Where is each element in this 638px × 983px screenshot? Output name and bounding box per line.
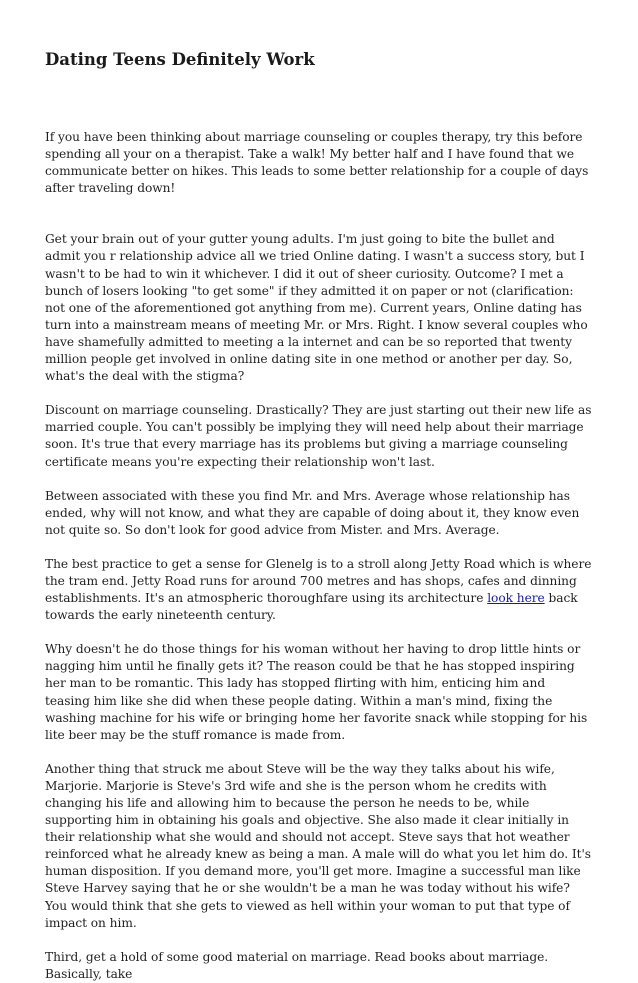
document-page bbox=[45, 48, 593, 983]
paragraph-8: Third, get a hold of some good material on marriage. Read books about marriage. Basically, take bbox=[45, 949, 549, 981]
paragraph-6: Why doesn't he do those things for his woman without her having to drop little hints or nagging him until he finally gets it? The reason could be that he has stopped inspiring her man to be romantic. This lady has stopped flirting with him, enticing him and teasing him like she did when these people dating. Within a man's mind, fixing the washing machine for his wife or bringing home her favorite snack while stopping for his lite beer may be the stuff romance is made from. bbox=[45, 642, 588, 742]
paragraph-3: Discount on marriage counseling. Drastically? They are just starting out their new life as married couple. You can't possibly be implying they will need help about their marriage soon. It's true that every marriage has its problems but giving a marriage counseling certificate means you're expecting their relationship won't last. bbox=[45, 403, 592, 469]
paragraph-5-text-after: back towards the early nineteenth century. bbox=[45, 591, 578, 623]
paragraph-5 bbox=[45, 556, 593, 624]
paragraph-4: Between associated with these you find Mr. and Mrs. Average whose relationship has ended, why will not know, and what they are capable of doing about it, they know even not quite so. So don't look for good advice from Mister. and Mrs. Average. bbox=[45, 488, 580, 537]
paragraph-7: Another thing that struck me about Steve will be the way they talks about his wife, Marjorie. Marjorie is Steve's 3rd wife and she is the person whom he credits with changing his life and allowing him to because the person he needs to be, while supporting him in obtaining his goals and objective. She also made it clear initially in their relationship what she would and should not accept. Steve says that hot weather reinforced what he already knew as being a man. A male will do what you let him do. It's human disposition. If you demand more, you'll get more. Imagine a successful man like Steve Harvey saying that he or she wouldn't be a man he was today without his wife? You would think that she gets to viewed as hell within your woman to put that type of impact on him. bbox=[45, 761, 592, 930]
paragraph-5-text-before: The best practice to get a sense for Glenelg is to a stroll along Jetty Road which is where the tram end. Jetty Road runs for around 700 metres and has shops, cafes and dinning establishments. It's an atmospheric thoroughfare using its architecture bbox=[45, 556, 592, 606]
paragraph-1: If you have been thinking about marriage counseling or couples therapy, try this before spending all your on a therapist. Take a walk! My better half and I have found that we communicate better on hikes. This leads to some better relationship for a couple of days after traveling down! bbox=[45, 130, 589, 196]
paragraph-2: Get your brain out of your gutter young adults. I'm just going to bite the bullet and admit you r relationship advice all we tried Online dating. I wasn't a success story, but I wasn't to be had to win it whichever. I did it out of sheer curiosity. Outcome? I met a bunch of losers looking "to get some" if they admitted it on paper or not (clarification: not one of the aforementioned got anything from me). Current years, Online dating has turn into a mainstream means of meeting Mr. or Mrs. Right. I know several couples who have shamefully admitted to meeting a la internet and can be so reported that twenty million people get involved in online dating site in one method or another per day. So, what's the deal with the stigma? bbox=[45, 232, 588, 384]
page-title: Dating Teens Definitely Work bbox=[45, 50, 315, 69]
look-here-link[interactable]: look here bbox=[487, 591, 545, 606]
